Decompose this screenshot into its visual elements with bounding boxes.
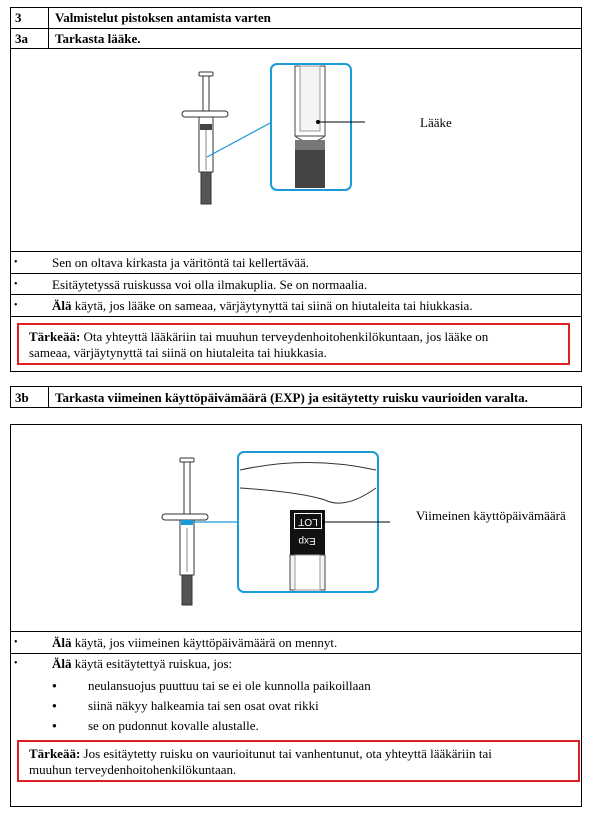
sub-list-item: ● siinä näkyy halkeamia tai sen osat ovat rikki: [52, 698, 319, 713]
expiry-date-label: Viimeinen käyttöpäivämäärä: [416, 508, 566, 523]
sub-list-item: ● neulansuojus puuttuu tai se ei ole kunnolla paikoillaan: [52, 678, 371, 693]
section-title: Tarkasta lääke.: [55, 31, 141, 46]
warning-label: Tärkeää:: [29, 746, 81, 761]
sub-list-item: ● se on pudonnut kovalle alustalle.: [52, 718, 259, 733]
warning-label: Tärkeää:: [29, 329, 81, 344]
list-item: • Älä käytä esitäytettyä ruiskua, jos:: [14, 656, 233, 671]
bullet-icon: •: [14, 658, 18, 669]
exp-label: Exp: [298, 535, 316, 546]
bullet-icon: •: [14, 300, 18, 311]
list-item: • Älä käytä, jos viimeinen käyttöpäivämäärä on mennyt.: [14, 635, 338, 650]
divider: [10, 653, 582, 654]
bullet-icon: ●: [52, 681, 57, 690]
bullet-icon: •: [14, 257, 18, 268]
list-item: • Älä käytä, jos lääke on sameaa, värjäytynyttä tai siinä on hiutaleita tai hiukkasia.: [14, 298, 473, 313]
section-number: 3b: [15, 390, 29, 405]
bullet-icon: ●: [52, 701, 57, 710]
warning-text: Ota yhteyttä lääkäriin tai muuhun terveydenhoitohenkilökuntaan, jos lääke on: [80, 329, 489, 344]
section-title: Valmistelut pistoksen antamista varten: [55, 10, 271, 25]
syringe-icon: [162, 458, 208, 605]
list-item: • Sen on oltava kirkasta ja väritöntä tai kellertävää.: [14, 255, 310, 270]
warning-box: [17, 740, 580, 782]
bullet-icon: •: [14, 279, 18, 290]
bullet-icon: ●: [52, 721, 57, 730]
section-number: 3: [15, 10, 22, 25]
warning-text: Jos esitäytetty ruisku on vaurioitunut tai vanhentunut, ota yhteyttä lääkäriin tai: [80, 746, 492, 761]
medicine-label: Lääke: [420, 115, 452, 130]
warning-text: sameaa, värjäytynyttä tai siinä on hiutaleita tai hiukkasia.: [29, 345, 327, 360]
section-number: 3a: [15, 31, 28, 46]
section-title: Tarkasta viimeinen käyttöpäivämäärä (EXP) ja esitäytetty ruisku vaurioiden varalta.: [55, 390, 528, 405]
bullet-icon: •: [14, 637, 18, 648]
lot-label: LOT: [294, 513, 322, 529]
warning-text: muuhun terveydenhoitohenkilökuntaan.: [29, 762, 237, 777]
list-item: • Esitäytetyssä ruiskussa voi olla ilmakuplia. Se on normaalia.: [14, 277, 368, 292]
